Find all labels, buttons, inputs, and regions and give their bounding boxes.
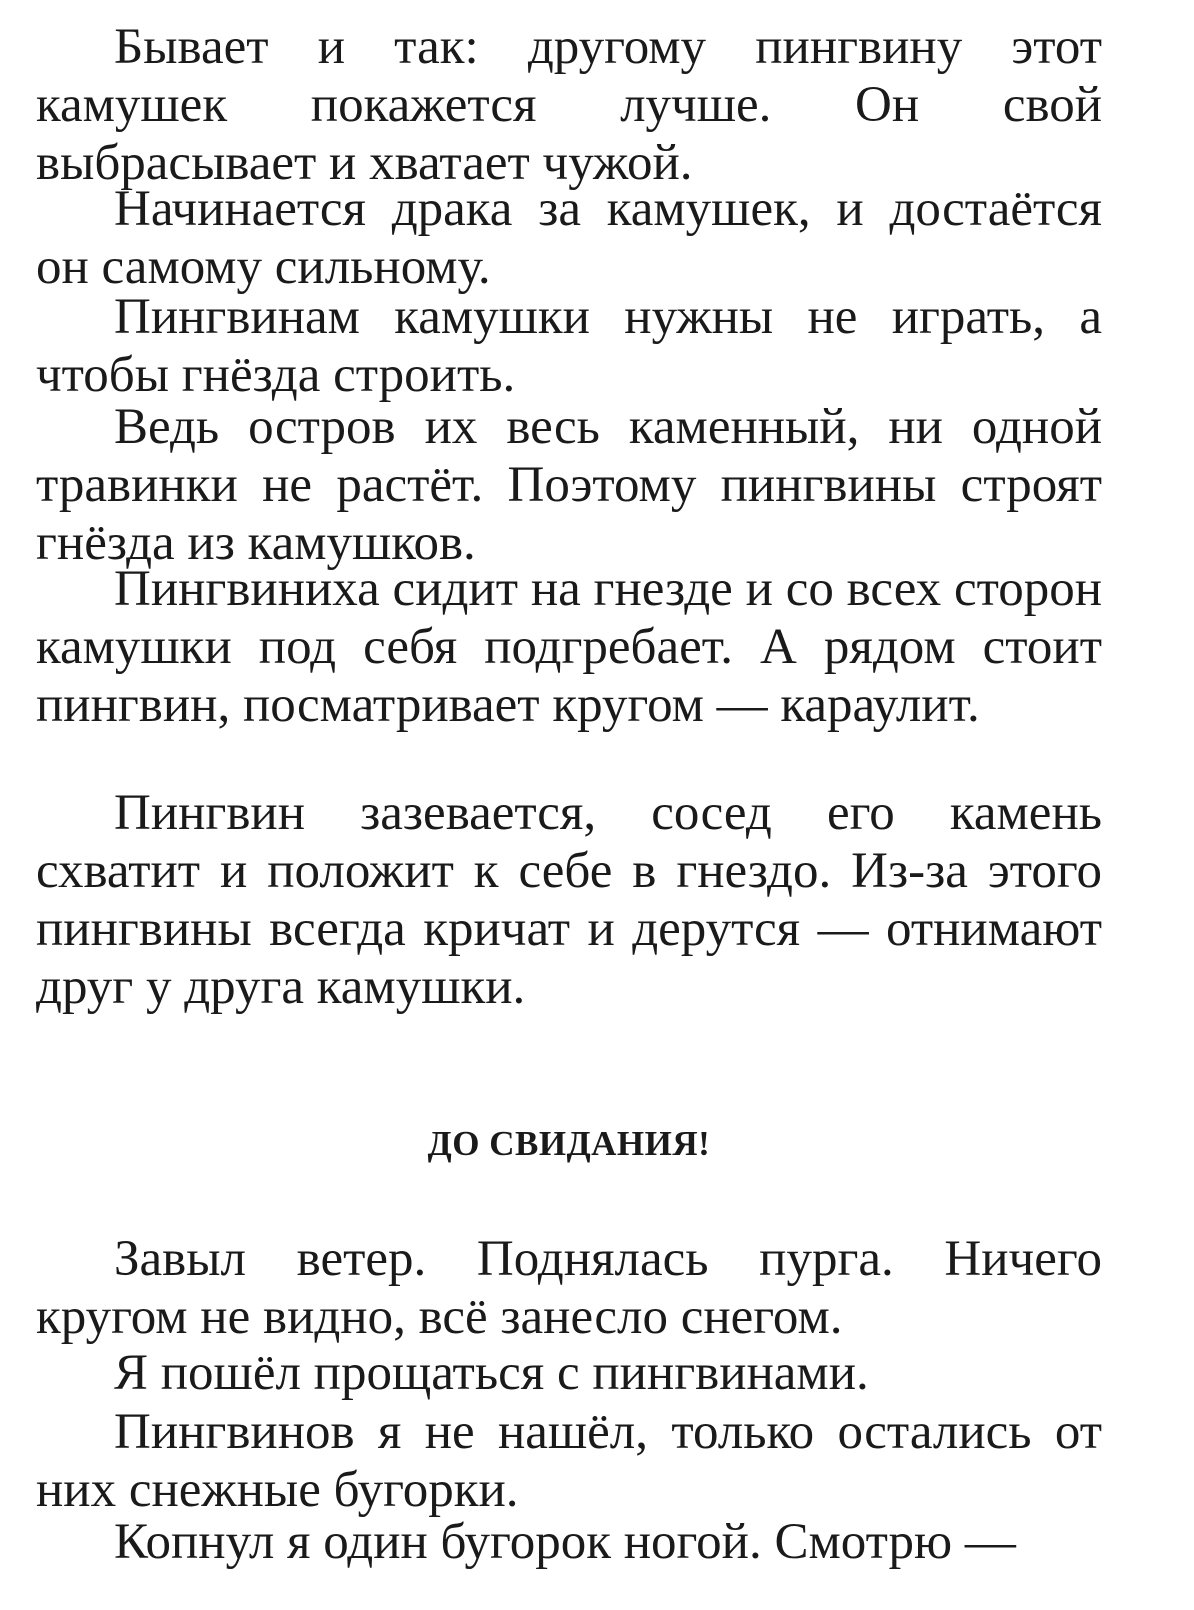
section-title: ДО СВИДАНИЯ! — [427, 1124, 711, 1163]
paragraph-2: Начинается драка за камушек, и достаётся он самому сильному. — [36, 181, 1102, 295]
section-paragraph-4: Копнул я один бугорок ногой. Смотрю — — [114, 1514, 1016, 1570]
paragraph-5: Пингвиниха сидит на гнезде и со всех сторон камушки под себя подгребает. А рядом стоит пингвин, посматривает кругом — караулит. — [36, 561, 1102, 733]
section-paragraph-2: Я пошёл прощаться с пингвинами. — [114, 1345, 869, 1401]
paragraph-1: Бывает и так: другому пингвину этот камушек покажется лучше. Он свой выбрасывает и хватает чужой. — [36, 19, 1102, 191]
paragraph-4: Ведь остров их весь каменный, ни одной травинки не растёт. Поэтому пингвины строят гнёзда из камушков. — [36, 399, 1102, 571]
section-paragraph-1: Завыл ветер. Поднялась пурга. Ничего кругом не видно, всё занесло снегом. — [36, 1231, 1102, 1345]
paragraph-3: Пингвинам камушки нужны не играть, а чтобы гнёзда строить. — [36, 289, 1102, 403]
book-page — [36, 0, 1102, 1610]
section-paragraph-3: Пингвинов я не нашёл, только остались от них снежные бугорки. — [36, 1404, 1102, 1518]
paragraph-6: Пингвин зазевается, сосед его камень схватит и положит к себе в гнездо. Из-за этого пингвины всегда кричат и дерутся — отнимают друг у друга камушки. — [36, 785, 1102, 1015]
